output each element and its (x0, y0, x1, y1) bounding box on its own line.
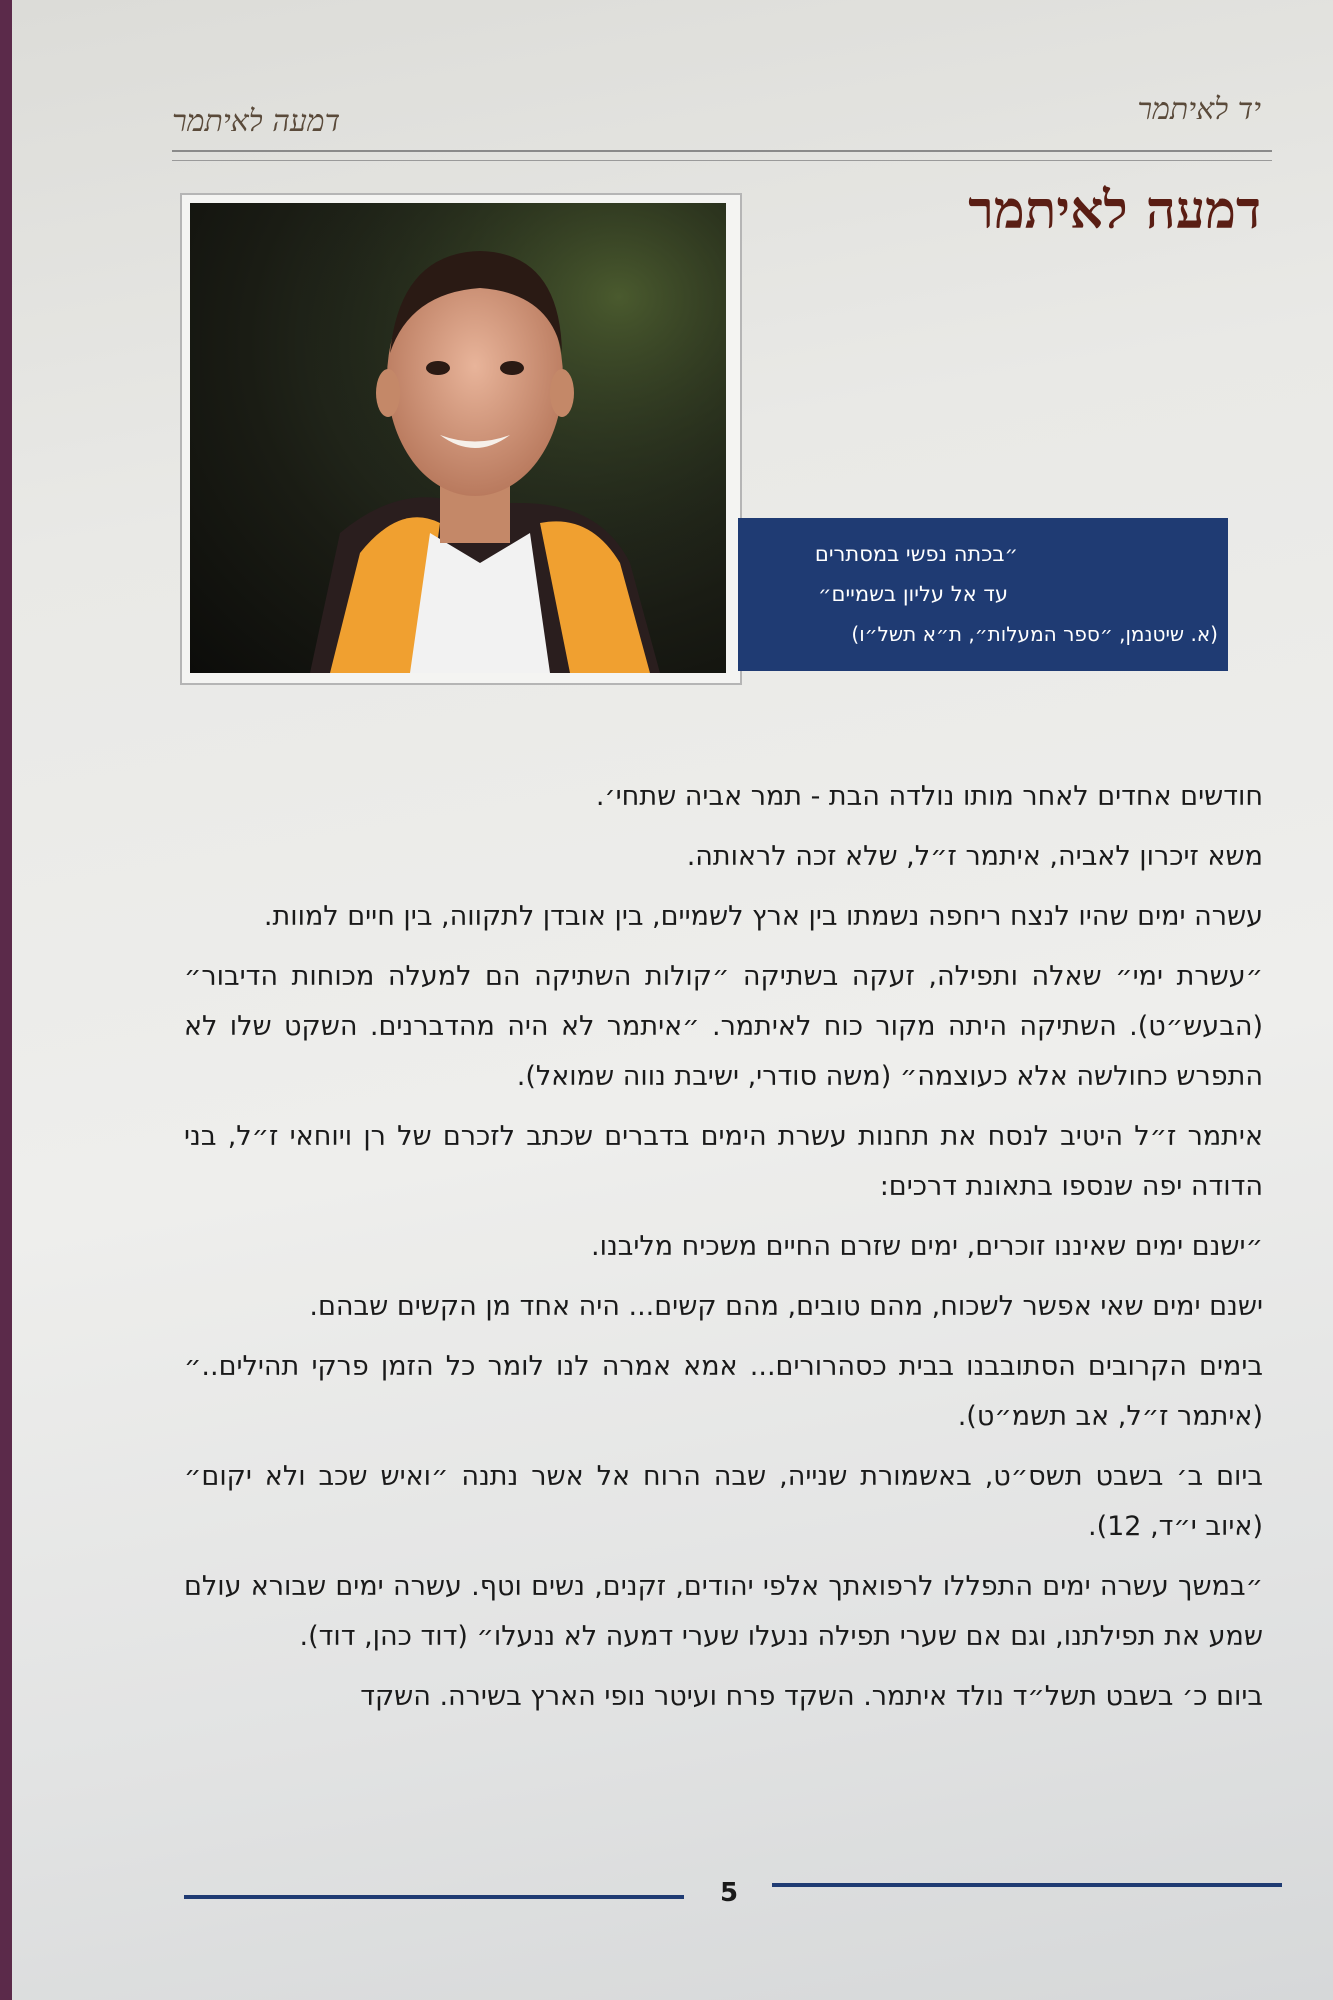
paragraph: משא זיכרון לאביה, איתמר ז״ל, שלא זכה לראותה. (686, 841, 1263, 872)
paragraph: איתמר ז״ל היטיב לנסח את תחנות עשרת הימים בדברים שכתב לזכרם של רן ויוחאי ז״ל, בני הדודה יפה שנספו בתאונת דרכים: (184, 1121, 1263, 1202)
quote-source: (א. שיטנמן, ״ספר המעלות״, ת״א תשל״ו) (851, 622, 1218, 646)
quote-line-1: ״בכתה נפשי במסתרים (814, 542, 1018, 566)
paragraph: ביום ב׳ בשבט תשס״ט, באשמורת שנייה, שבה הרוח אל אשר נתנה ״ואיש שכב ולא יקום״ (איוב י״ד, 12). (184, 1461, 1263, 1542)
paragraph: ״במשך עשרה ימים התפללו לרפואתך אלפי יהודים, זקנים, נשים וטף. עשרה ימים שבורא עולם שמע את תפילתנו, וגם אם שערי תפילה ננעלו שערי דמעה לא ננעלו״ (דוד כהן, דוד). (184, 1571, 1263, 1652)
book-page (12, 0, 1333, 2000)
paragraph: ישנם ימים שאי אפשר לשכוח, מהם טובים, מהם קשים... היה אחד מן הקשים שבהם. (309, 1291, 1263, 1322)
paragraph: ״ישנם ימים שאיננו זוכרים, ימים שזרם החיים משכיח מליבנו. (591, 1231, 1263, 1262)
paragraph: בימים הקרובים הסתובבנו בבית כסהרורים... אמא אמרה לנו לומר כל הזמן פרקי תהילים..״ (איתמר ז״ל, אב תשמ״ט). (184, 1351, 1263, 1432)
page-title: דמעה לאיתמר (968, 180, 1261, 241)
paragraph: ״עשרת ימי״ שאלה ותפילה, זעקה בשתיקה ״קולות השתיקה הם למעלה מכוחות הדיבור״ (הבעש״ט). השתיקה היתה מקור כוח לאיתמר. ״איתמר לא היה מהדברנים. השקט שלו לא התפרש כחולשה אלא כעוצמה״ (משה סודרי, ישיבת נווה שמואל). (184, 961, 1263, 1092)
portrait-illustration (190, 203, 726, 673)
paragraph: חודשים אחדים לאחר מותו נולדה הבת - תמר אביה שתחי׳. (595, 781, 1263, 812)
header-rule (172, 150, 1272, 152)
running-header-left: דמעה לאיתמר (172, 104, 341, 139)
footer-rule-left (184, 1895, 684, 1899)
quote-line-2: עד אל עליון בשמיים״ (818, 582, 1008, 606)
paragraph: עשרה ימים שהיו לנצח ריחפה נשמתו בין ארץ לשמיים, בין אובדן לתקווה, בין חיים למוות. (263, 901, 1263, 932)
body-text (184, 772, 1263, 1732)
quote-box (738, 518, 1228, 671)
running-header-right: יד לאיתמר (1137, 92, 1261, 127)
paragraph: ביום כ׳ בשבט תשל״ד נולד איתמר. השקד פרח ועיטר נופי הארץ בשירה. השקד (360, 1681, 1263, 1712)
page-number: 5 (720, 1878, 739, 1908)
footer-rule-right (772, 1883, 1282, 1887)
portrait-photo (190, 203, 726, 673)
header-rule-thin (172, 160, 1272, 161)
